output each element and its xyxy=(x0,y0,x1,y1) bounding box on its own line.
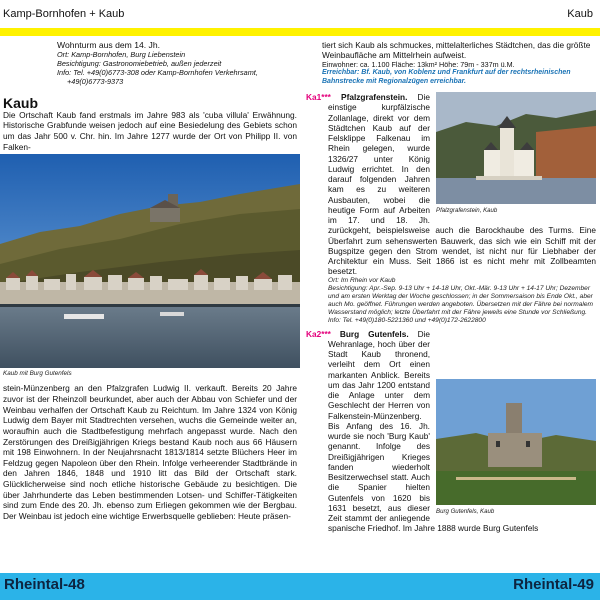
header-yellow-band xyxy=(0,28,600,36)
footer-left-band xyxy=(0,573,300,600)
pfalzgrafenstein-photo-wrap xyxy=(436,92,596,217)
left-page xyxy=(0,40,300,522)
page-number-right: Rheintal-49 xyxy=(513,576,594,593)
entry-2-body xyxy=(306,328,596,534)
kaub-statistics: Einwohner: ca. 1.100 Fläche: 13km² Höhe: 79m - 337m ü.M. xyxy=(322,60,515,69)
gutenfels-caption: Burg Gutenfels, Kaub xyxy=(436,507,495,515)
info-contact-2: +49(0)6773-9373 xyxy=(67,77,124,86)
entry-1-text: Die einstige kurpfälzische Zollanlage, direkt vor dem Städtchen Kaub auf der Felsklippe Falkenau im Rhein gelegen, wurde 1326/27 unter König Ludwig errichtet. In den darauf folgenden Jahren kam es zu weiteren Ausbauten, wobei die heutige Form auf Arbeiten im 17. und 18. Jh. zurückgeht, beispielsweise auch die Barockhaube des Turms. Eine Überfahrt zum sehenswerten Bauwerk, das sich wie ein Schiff mit der Bugspitze gegen den Strom wendet, ist nicht nur für Liebhaber der Architektur ein Muss. Seit 1866 ist es nicht mehr mit Zollbeamten besetzt. xyxy=(328,92,596,277)
entry-1-info: Info: Tel. +49(0)180-5221360 und +49(0)172-2622800 xyxy=(328,316,486,324)
entry-2-title: Burg Gutenfels. xyxy=(339,328,409,339)
kaub-summary-text: tiert sich Kaub als schmuckes, mittelalterliches Städtchen, das die größte Weinbaufläche am Mittelrhein aufweist. xyxy=(322,40,591,60)
header-left-title: Kamp-Bornhofen + Kaub xyxy=(3,8,125,20)
kaub-town-photo xyxy=(0,154,300,368)
pfalzgrafenstein-caption: Pfalzgrafenstein, Kaub xyxy=(436,207,498,215)
header-right-title: Kaub xyxy=(567,8,593,20)
info-ort: Ort: Kamp-Bornhofen, Burg Liebenstein xyxy=(57,50,186,59)
gutenfels-photo-wrap xyxy=(436,379,596,518)
entry-burg-gutenfels xyxy=(306,329,600,534)
gutenfels-photo xyxy=(436,379,596,505)
info-besichtigung: Besichtigung: Gastronomiebetrieb, außen jederzeit xyxy=(57,59,222,68)
pfalzgrafenstein-photo xyxy=(436,92,596,204)
kaub-history-text: stein-Münzenberg an den Pfalzgrafen Ludwig II. verkauft. Bereits 20 Jahre zuvor ist der Rheinzoll beurkundet, aber auch der Abbau von Schiefer und der Weinbau verhalfen der Ortschaft Kaub zu Reichtum. Im Jahre 1324 von König Ludwig dem Bayer mit Stadtrechten versehen, wuchs die Gemeinde weiter an, woraufhin auch die Stadtbefestigung mehrfach angepasst wurde. Nach den Zerstörungen des Dreißigjährigen Kriegs bestand Kaub noch aus 66 Häusern mit 198 Einwohnern. In der Neujahrsnacht 1813/1814 setzte Blüchers Heer im Feldzug gegen Napoleon über den Rhein. Infolge verheerender Stadtbrände in den Jahren 1846, 1848 und 1910 litt das Bild der Ortschaft stark. Glücklicherweise sind noch etliche historische Gebäude zu besichtigen. Die über Jahrhunderte das Leben bestimmenden Lotsen- und Schiffer-Tätigkeiten sind zum Ende des 20. Jh. ebenso zum Erliegen gekommen wie der Bergbau. Der Weinbau ist jedoch eine wichtige Erwerbsquelle geblieben: Heute präsen- xyxy=(3,383,297,522)
kaub-photo-caption: Kaub mit Burg Gutenfels xyxy=(3,370,72,378)
info-contact: Info: Tel. +49(0)6773-308 oder Kamp-Bornhofen Verkehrsamt, xyxy=(57,68,258,77)
kaub-summary-block xyxy=(322,40,598,86)
entry-1-ort: Ort: Im Rhein vor Kaub xyxy=(328,276,396,284)
right-page xyxy=(306,40,600,534)
page-footer xyxy=(0,573,600,600)
entry-1-title: Pfalzgrafenstein. xyxy=(341,92,408,103)
entry-1-body xyxy=(306,92,596,277)
liebenstein-info-block xyxy=(57,40,297,86)
info-line: Wohnturm aus dem 14. Jh. xyxy=(57,40,161,50)
kaub-reachability: Erreichbar: Bf. Kaub, von Koblenz und Frankfurt auf der rechtsrheinischen Bahnstrecke mit Regionalzügen erreichbar. xyxy=(322,69,571,85)
entry-1-code: Ka1*** xyxy=(306,92,331,103)
entry-1-besichtigung: Besichtigung: Apr.-Sep. 9-13 Uhr + 14-18 Uhr, Okt.-Mär. 9-13 Uhr + 14-17 Uhr; Dezember und am ersten Werktag der Woche geschlossen; in der Sommersaison bis Ende Okt., aber auch Mo. geöffnet. Führungen werden angeboten. Übersetzen mit der Fähre bei normalem Wasserstand möglich; letzte Überfahrt mit der Fähre jeweils eine Stunde vor Schließung. xyxy=(328,284,594,316)
footer-right-band xyxy=(300,573,600,600)
kaub-intro-text: Die Ortschaft Kaub fand erstmals im Jahre 983 als 'cuba villula' Erwähnung. Historische Grabfunde weisen jedoch auf eine Besiedelung des Gebiets schon um das Jahr 500 v. Chr. hin. Im Jahre 1277 wurde der Ort von Philipp II. von Falken- xyxy=(3,109,297,152)
section-title: Kaub xyxy=(3,95,38,111)
entry-2-text: Die Wehranlage, hoch über der Stadt Kaub thronend, verleiht dem Ort einen markanten Anblick. Bereits um das Jahr 1200 entstand die Anlage unter dem Geschlecht der Herren von Falkenstein-Münzenberg. Bis Anfang des 16. Jh. wurde sie noch 'Burg Kaub' genannt. Infolge des Dreißigjährigen Krieges fanden wiederholt Besitzerwechsel statt. Auch die Spanier hielten Gutenfels von 1620 bis 1631 besetzt, aus dieser Zeit stammt der anliegende spanische Friedhof. Im Jahre 1888 wurde Burg Gutenfels xyxy=(328,328,539,534)
kaub-town-illustration xyxy=(0,154,300,368)
entry-2-code: Ka2*** xyxy=(306,328,331,339)
page-header xyxy=(0,0,600,36)
page-number-left: Rheintal-48 xyxy=(4,576,85,593)
entry-pfalzgrafenstein xyxy=(306,92,600,325)
